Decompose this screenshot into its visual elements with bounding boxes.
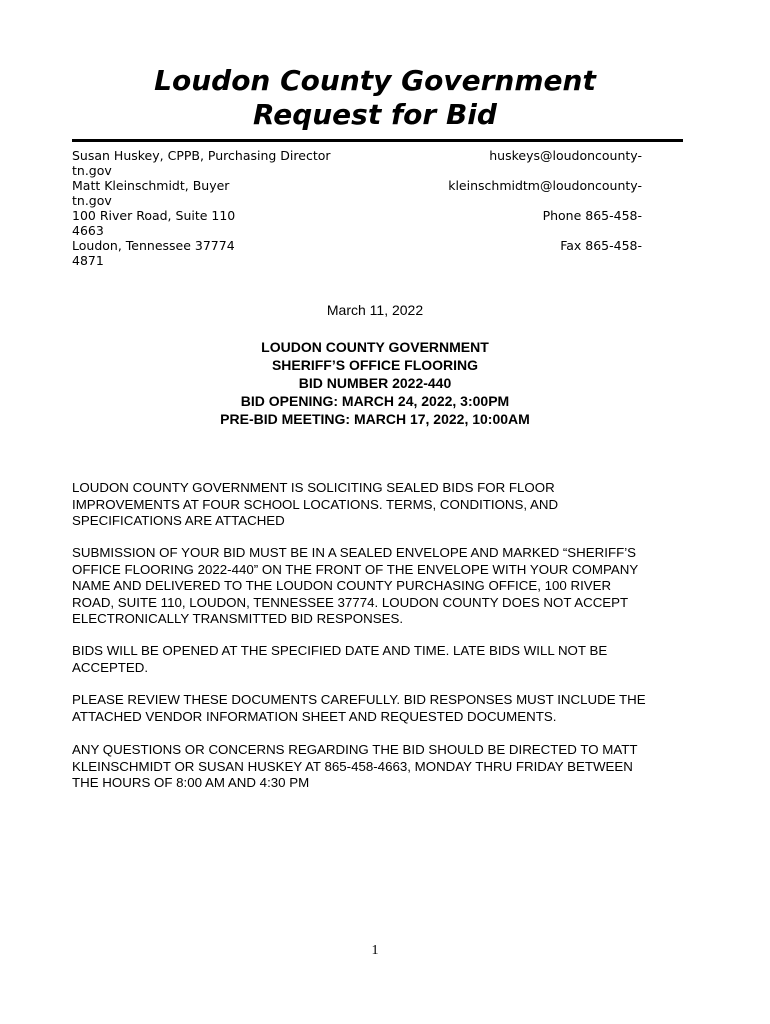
paragraph-line: OFFICE FLOORING 2022-440” ON THE FRONT OF THE ENVELOPE WITH YOUR COMPANY [72, 561, 639, 577]
title-divider [72, 139, 683, 142]
paragraph-line: BIDS WILL BE OPENED AT THE SPECIFIED DATE AND TIME. LATE BIDS WILL NOT BE [72, 643, 608, 658]
contact-phone: Phone 865-458- [542, 208, 642, 223]
paragraph-line: LOUDON COUNTY GOVERNMENT IS SOLICITING SEALED BIDS FOR FLOOR [72, 480, 555, 495]
paragraph-questions [72, 742, 692, 792]
paragraph-line: ANY QUESTIONS OR CONCERNS REGARDING THE BID SHOULD BE DIRECTED TO MATT [72, 742, 638, 757]
paragraph-line: ACCEPTED. [72, 659, 149, 675]
paragraph-opening [72, 643, 692, 676]
document-subtitle: Request for Bid [253, 98, 497, 131]
paragraph-line: ATTACHED VENDOR INFORMATION SHEET AND REQUESTED DOCUMENTS. [72, 708, 557, 724]
paragraph-review [72, 692, 692, 725]
contact-fax: Fax 865-458- [560, 238, 642, 253]
paragraph-solicitation [72, 480, 692, 530]
document-date: March 11, 2022 [326, 302, 424, 318]
bid-opening: BID OPENING: MARCH 24, 2022, 3:00PM [240, 393, 510, 409]
paragraph-line: IMPROVEMENTS AT FOUR SCHOOL LOCATIONS. TERMS, CONDITIONS, AND [72, 496, 559, 512]
paragraph-line: KLEINSCHMIDT OR SUSAN HUSKEY AT 865-458-4663, MONDAY THRU FRIDAY BETWEEN [72, 758, 633, 774]
document-title: Loudon County Government [154, 64, 596, 97]
contact-name-kleinschmidt: Matt Kleinschmidt, Buyer [72, 178, 230, 193]
bid-project: SHERIFF’S OFFICE FLOORING [271, 357, 479, 373]
paragraph-line: ELECTRONICALLY TRANSMITTED BID RESPONSES. [72, 611, 404, 626]
paragraph-line: PLEASE REVIEW THESE DOCUMENTS CAREFULLY. BID RESPONSES MUST INCLUDE THE [72, 692, 646, 707]
paragraph-line: THE HOURS OF 8:00 AM AND 4:30 PM [72, 775, 310, 790]
contact-phone-wrap: 4663 [72, 223, 104, 238]
contact-address-city: Loudon, Tennessee 37774 [72, 238, 235, 253]
contact-wrap-huskey: tn.gov [72, 163, 112, 178]
paragraph-line: SPECIFICATIONS ARE ATTACHED [72, 513, 285, 528]
contact-name-huskey: Susan Huskey, CPPB, Purchasing Director [72, 148, 331, 163]
bid-entity: LOUDON COUNTY GOVERNMENT [261, 339, 489, 355]
contact-address-street: 100 River Road, Suite 110 [72, 208, 236, 223]
contact-email-kleinschmidt: kleinschmidtm@loudoncounty- [448, 178, 642, 193]
contact-email-huskey: huskeys@loudoncounty- [489, 148, 642, 163]
contact-fax-wrap: 4871 [72, 253, 104, 268]
page-number: 1 [371, 943, 379, 958]
bid-number: BID NUMBER 2022-440 [298, 375, 452, 391]
paragraph-line: NAME AND DELIVERED TO THE LOUDON COUNTY PURCHASING OFFICE, 100 RIVER [72, 578, 612, 593]
paragraph-submission [72, 545, 692, 628]
contact-wrap-kleinschmidt: tn.gov [72, 193, 112, 208]
paragraph-line: ROAD, SUITE 110, LOUDON, TENNESSEE 37774. LOUDON COUNTY DOES NOT ACCEPT [72, 594, 629, 610]
pre-bid-meeting: PRE-BID MEETING: MARCH 17, 2022, 10:00AM [220, 411, 530, 427]
paragraph-line: SUBMISSION OF YOUR BID MUST BE IN A SEALED ENVELOPE AND MARKED “SHERIFF’S [72, 545, 637, 560]
